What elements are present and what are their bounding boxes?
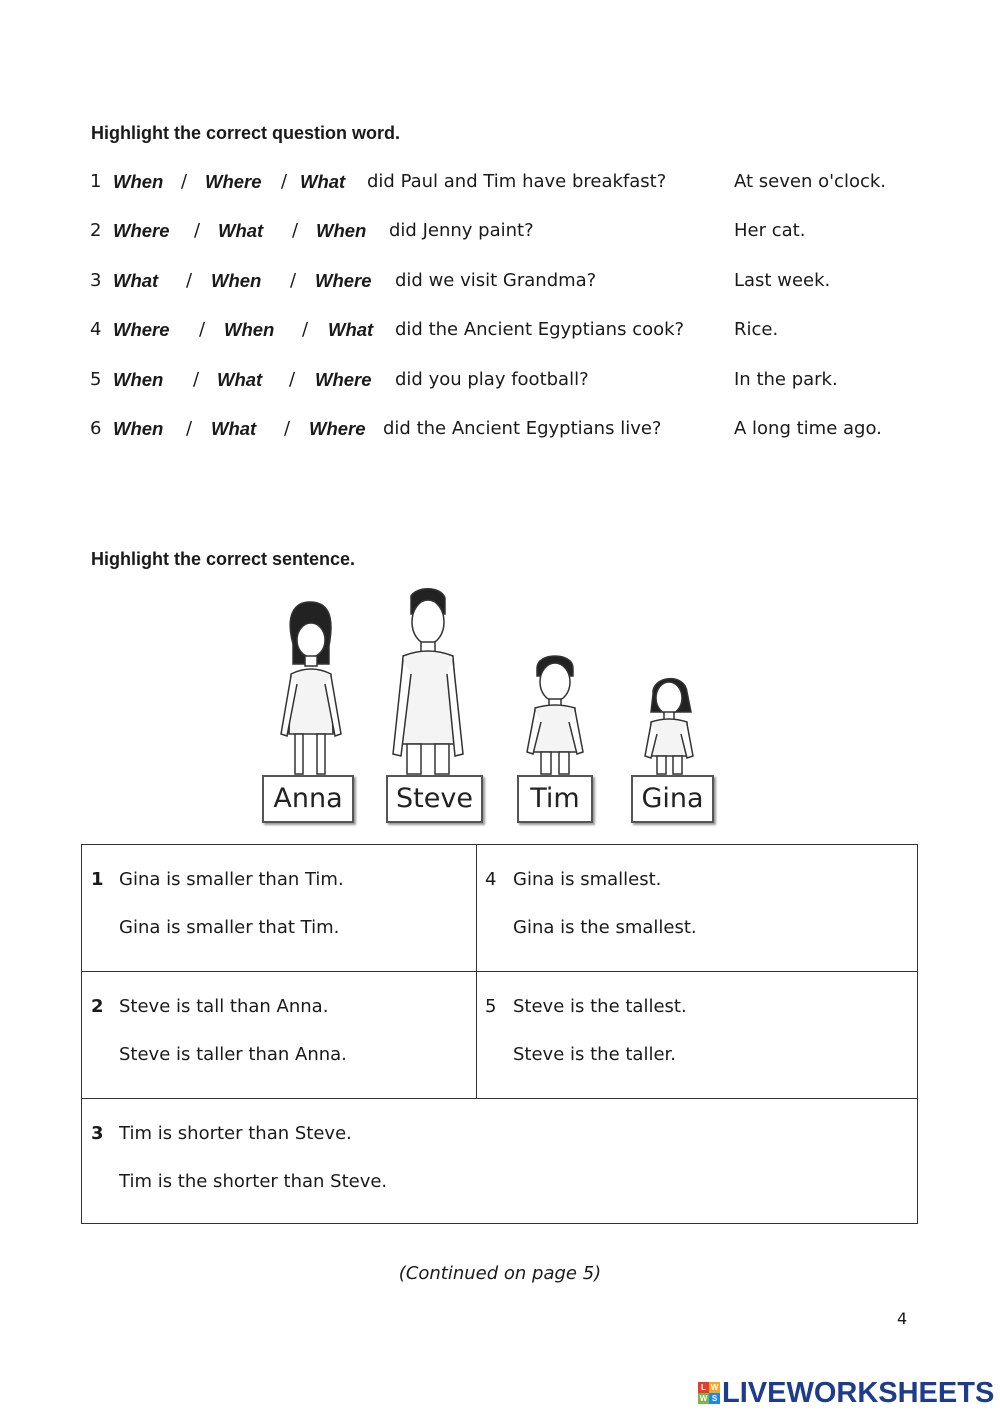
option-word[interactable]: Where [315, 369, 372, 390]
continued-note: (Continued on page 5) [398, 1263, 602, 1284]
sentence-table [81, 844, 918, 1224]
item-number: 3 [91, 1123, 104, 1144]
question-number: 2 [90, 220, 102, 241]
option-separator: / [193, 369, 200, 390]
question-row [90, 171, 920, 199]
section-heading-sentences: Highlight the correct sentence. [91, 549, 356, 569]
option-separator: / [186, 270, 193, 291]
option-word[interactable]: What [218, 220, 264, 241]
anna-figure [281, 602, 341, 774]
name-label-steve: Steve [386, 775, 483, 823]
gina-figure [645, 679, 693, 774]
question-number: 5 [90, 369, 102, 390]
question-text: did Jenny paint? [389, 220, 534, 241]
logo-mark-letter: L [698, 1382, 709, 1393]
option-word[interactable]: When [113, 171, 164, 192]
sentence-item [476, 845, 917, 971]
option-separator: / [290, 270, 297, 291]
option-separator: / [186, 418, 193, 439]
sentence-option[interactable]: Steve is tall than Anna. [119, 996, 329, 1017]
option-word[interactable]: What [300, 171, 346, 192]
sentence-option[interactable]: Steve is the tallest. [513, 996, 687, 1017]
option-word[interactable]: Where [113, 220, 170, 241]
sentence-option[interactable]: Gina is smallest. [513, 869, 662, 890]
logo-mark-letter: S [709, 1393, 720, 1404]
option-word[interactable]: What [328, 319, 374, 340]
option-separator: / [284, 418, 291, 439]
item-number: 5 [485, 996, 497, 1017]
sentence-item [476, 972, 917, 1098]
sentence-option[interactable]: Gina is smaller than Tim. [119, 869, 344, 890]
option-word[interactable]: When [316, 220, 367, 241]
question-text: did we visit Grandma? [395, 270, 597, 291]
item-number: 4 [485, 869, 497, 890]
question-number: 1 [90, 171, 102, 192]
option-separator: / [194, 220, 201, 241]
option-word[interactable]: Where [113, 319, 170, 340]
option-word[interactable]: Where [205, 171, 262, 192]
logo-text: LIVEWORKSHEETS [722, 1376, 995, 1409]
logo-mark-letter: W [710, 1383, 719, 1392]
tim-figure [527, 656, 583, 774]
question-text: did you play football? [395, 369, 589, 390]
name-label-anna: Anna [262, 775, 354, 823]
option-separator: / [289, 369, 296, 390]
question-row [90, 369, 920, 397]
page-number: 4 [897, 1309, 908, 1328]
sentence-option[interactable]: Gina is smaller that Tim. [119, 917, 340, 938]
answer-text: At seven o'clock. [734, 171, 886, 192]
question-row [90, 418, 920, 446]
question-number: 4 [90, 319, 102, 340]
logo-mark-letter: W [699, 1394, 708, 1403]
logo-mark-icon [698, 1382, 720, 1404]
answer-text: Her cat. [734, 220, 806, 241]
question-text: did the Ancient Egyptians live? [383, 418, 662, 439]
section-heading-question-words: Highlight the correct question word. [91, 123, 401, 143]
item-number: 2 [91, 996, 104, 1017]
sentence-option[interactable]: Tim is the shorter than Steve. [119, 1171, 388, 1192]
sentence-option[interactable]: Steve is taller than Anna. [119, 1044, 347, 1065]
sentence-item [82, 1099, 917, 1223]
answer-text: A long time ago. [734, 418, 882, 439]
answer-text: In the park. [734, 369, 838, 390]
option-word[interactable]: When [224, 319, 275, 340]
steve-figure [393, 589, 463, 774]
question-text: did Paul and Tim have breakfast? [367, 171, 667, 192]
question-number: 6 [90, 418, 102, 439]
question-row [90, 220, 920, 248]
option-separator: / [181, 171, 188, 192]
question-row [90, 270, 920, 298]
sentence-option[interactable]: Steve is the taller. [513, 1044, 677, 1065]
name-label-tim: Tim [517, 775, 593, 823]
option-word[interactable]: Where [309, 418, 366, 439]
option-separator: / [199, 319, 206, 340]
answer-text: Rice. [734, 319, 779, 340]
name-label-gina: Gina [631, 775, 714, 823]
option-word[interactable]: When [113, 418, 164, 439]
option-word[interactable]: Where [315, 270, 372, 291]
question-text: did the Ancient Egyptians cook? [395, 319, 685, 340]
question-number: 3 [90, 270, 102, 291]
sentence-item [82, 845, 476, 971]
liveworksheets-logo[interactable] [698, 1378, 994, 1408]
option-word[interactable]: What [211, 418, 257, 439]
sentence-option[interactable]: Tim is shorter than Steve. [119, 1123, 352, 1144]
sentence-option[interactable]: Gina is the smallest. [513, 917, 697, 938]
option-word[interactable]: When [211, 270, 262, 291]
height-comparison-illustration [255, 584, 725, 829]
option-separator: / [281, 171, 288, 192]
option-separator: / [302, 319, 309, 340]
option-separator: / [292, 220, 299, 241]
option-word[interactable]: What [113, 270, 159, 291]
option-word[interactable]: When [113, 369, 164, 390]
question-row [90, 319, 920, 347]
option-word[interactable]: What [217, 369, 263, 390]
answer-text: Last week. [734, 270, 831, 291]
sentence-item [82, 972, 476, 1098]
item-number: 1 [91, 869, 104, 890]
